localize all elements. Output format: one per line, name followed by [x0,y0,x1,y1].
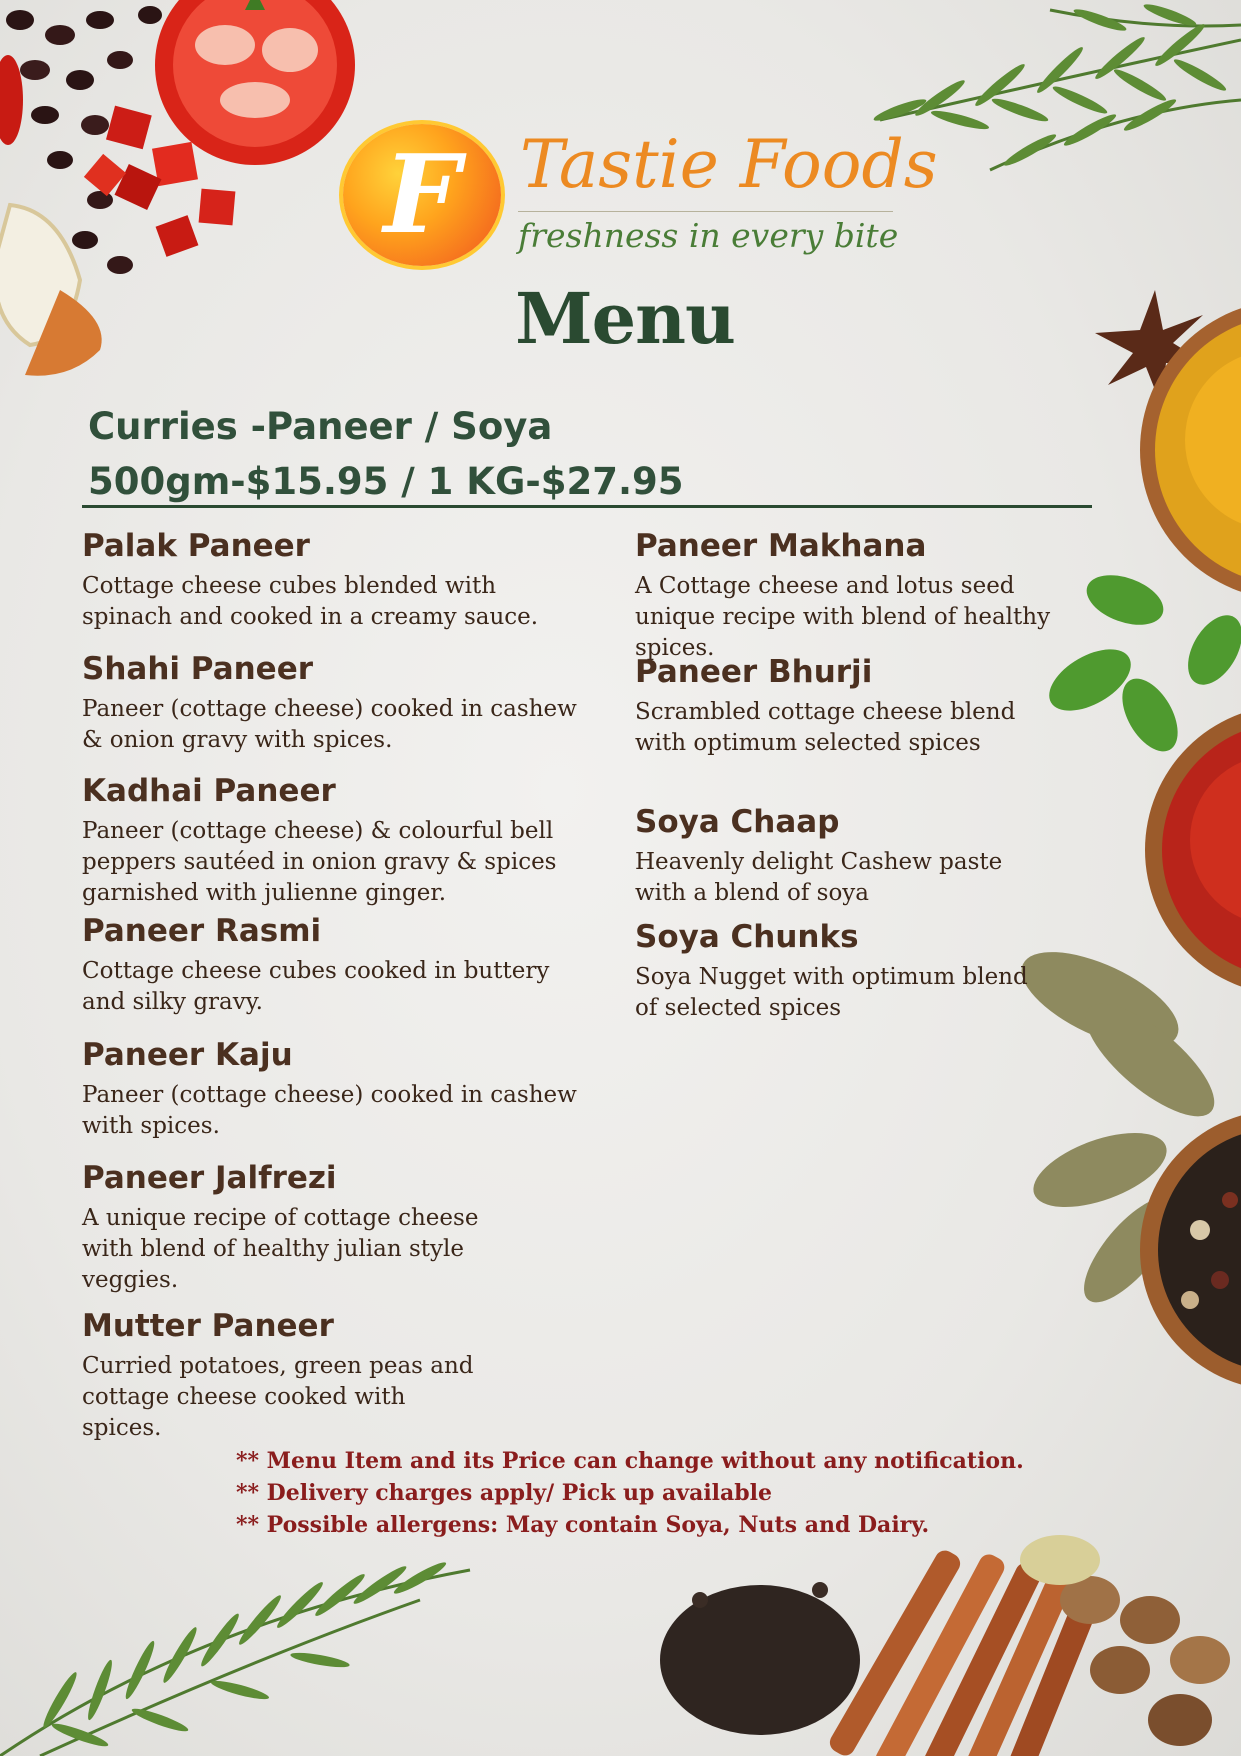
menu-item-name: Soya Chaap [635,804,840,840]
section-price: 500gm-$15.95 / 1 KG-$27.95 [88,460,684,503]
menu-item-description: Cottage cheese cubes blended with spinach and cooked in a creamy sauce. [82,573,539,630]
menu-item-name: Paneer Kaju [82,1037,293,1073]
menu-item [635,653,1055,759]
brand-tagline: freshness in every bite [518,216,899,255]
menu-item-name: Kadhai Paneer [82,773,336,809]
menu-item-description: Paneer (cottage cheese) cooked in cashew with spices. [82,1082,577,1139]
menu-item [82,650,582,756]
menu-item [82,772,582,909]
menu-item-name: Paneer Rasmi [82,913,322,949]
logo-letter: F [383,132,461,258]
menu-item [82,527,582,633]
menu-item-name: Mutter Paneer [82,1308,334,1344]
menu-item-name: Soya Chunks [635,919,859,955]
menu-item-name: Shahi Paneer [82,651,314,687]
menu-item-name: Paneer Makhana [635,528,927,564]
menu-item-description: Heavenly delight Cashew paste with a blend of soya [635,849,1003,906]
page-title: Menu [515,277,735,360]
menu-item [635,527,1055,664]
brand-logo [343,124,501,266]
menu-item [82,1036,582,1142]
menu-item-name: Paneer Bhurji [635,654,873,690]
note-price-change: ** Menu Item and its Price can change without any notification. [236,1448,1024,1474]
menu-notes [236,1445,1024,1541]
menu-item-description: Paneer (cottage cheese) & colourful bell peppers sautéed in onion gravy & spices garnished with julienne ginger. [82,818,557,906]
menu-item-description: Soya Nugget with optimum blend of selected spices [635,964,1028,1021]
menu-item [635,918,1055,1024]
section-title: Curries -Paneer / Soya [88,405,553,448]
menu-item-name: Paneer Jalfrezi [82,1160,337,1196]
menu-item [82,1307,482,1444]
black-pepper-pile-illustration [660,1582,860,1735]
brand-divider [518,211,893,212]
menu-item-description: A Cottage cheese and lotus seed unique recipe with blend of healthy spices. [635,573,1051,661]
menu-item-description: Cottage cheese cubes cooked in buttery and silky gravy. [82,958,550,1015]
menu-item [82,1159,482,1296]
menu-item [82,912,582,1018]
menu-item-description: Scrambled cottage cheese blend with optimum selected spices [635,699,1016,756]
note-allergens: ** Possible allergens: May contain Soya, Nuts and Dairy. [236,1512,930,1538]
menu-item-name: Palak Paneer [82,528,310,564]
brand-name: Tastie Foods [520,126,938,203]
note-delivery: ** Delivery charges apply/ Pick up available [236,1480,773,1506]
section-divider [82,505,1092,508]
menu-item-description: Curried potatoes, green peas and cottage cheese cooked with spices. [82,1353,474,1441]
menu-item-description: Paneer (cottage cheese) cooked in cashew & onion gravy with spices. [82,696,577,753]
onion-illustration [0,205,102,376]
menu-item [635,803,1055,909]
menu-item-description: A unique recipe of cottage cheese with blend of healthy julian style veggies. [82,1205,479,1293]
